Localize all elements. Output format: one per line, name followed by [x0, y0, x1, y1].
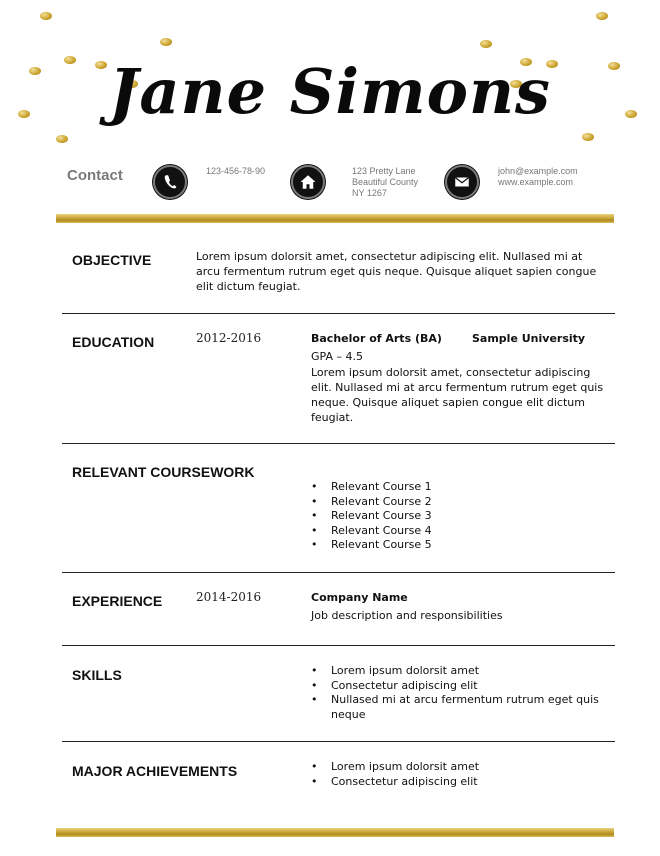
- address-block: [352, 166, 418, 199]
- list-item: • Lorem ipsum dolorsit amet: [311, 664, 601, 679]
- experience-years: 2014-2016: [196, 590, 262, 604]
- home-icon: [291, 165, 325, 199]
- achievements-section: [62, 742, 615, 822]
- gold-dot: [582, 133, 594, 141]
- section-title: OBJECTIVE: [72, 252, 152, 268]
- bottom-gold-bar: [56, 828, 614, 837]
- gpa-text: GPA – 4.5: [311, 350, 363, 363]
- achievements-list: [311, 760, 479, 789]
- mail-icon: [445, 165, 479, 199]
- email-block: [498, 166, 578, 188]
- gold-dot: [160, 38, 172, 46]
- coursework-list: [311, 480, 432, 553]
- objective-text: Lorem ipsum dolorsit amet, consectetur adipiscing elit. Nullased mi at arcu fermentum rutrum eget quis neque. Quisque aliquet sapien congue elit dictum feugiat.: [196, 250, 597, 293]
- education-years: 2012-2016: [196, 331, 262, 345]
- skills-list: [311, 664, 601, 722]
- gold-dot: [480, 40, 492, 48]
- education-section: [62, 314, 615, 444]
- gold-dot: [40, 12, 52, 20]
- list-item: • Relevant Course 5: [311, 538, 432, 553]
- list-item: • Relevant Course 2: [311, 495, 432, 510]
- school-name: Sample University: [472, 332, 586, 345]
- objective-section: [62, 223, 615, 314]
- skills-section: [62, 646, 615, 742]
- top-gold-bar: [56, 214, 614, 223]
- phone-icon: [153, 165, 187, 199]
- section-title: RELEVANT COURSEWORK: [72, 464, 255, 480]
- email-text: john@example.com: [498, 166, 578, 176]
- job-description: Job description and responsibilities: [311, 609, 503, 622]
- list-item: • Relevant Course 4: [311, 524, 432, 539]
- list-item: • Relevant Course 1: [311, 480, 432, 495]
- list-item: • Nullased mi at arcu fermentum rutrum eget quis neque: [311, 693, 601, 722]
- gold-dot: [56, 135, 68, 143]
- education-description: Lorem ipsum dolorsit amet, consectetur adipiscing elit. Nullased mi at arcu fermentum rutrum eget quis neque. Quisque aliquet sapien congue elit dictum feugiat.: [311, 366, 604, 424]
- degree-title: Bachelor of Arts (BA): [311, 332, 442, 345]
- section-title: EDUCATION: [72, 334, 155, 350]
- section-title: MAJOR ACHIEVEMENTS: [72, 763, 238, 779]
- gold-dot: [596, 12, 608, 20]
- address-line: 123 Pretty Lane: [352, 166, 416, 176]
- phone-number: 123-456-78-90: [206, 166, 266, 176]
- experience-section: [62, 573, 615, 646]
- address-line: Beautiful County: [352, 177, 419, 187]
- list-item: • Lorem ipsum dolorsit amet: [311, 760, 479, 775]
- list-item: • Relevant Course 3: [311, 509, 432, 524]
- website-text: www.example.com: [498, 177, 574, 187]
- section-title: SKILLS: [72, 667, 122, 683]
- list-item: • Consectetur adipiscing elit: [311, 775, 479, 790]
- address-line: NY 1267: [352, 188, 387, 198]
- list-item: • Consectetur adipiscing elit: [311, 679, 601, 694]
- company-name: Company Name: [311, 591, 408, 604]
- coursework-section: [62, 444, 615, 573]
- contact-label: Contact: [67, 167, 123, 184]
- resume-name: Jane Simons: [109, 55, 551, 128]
- section-title: EXPERIENCE: [72, 593, 163, 609]
